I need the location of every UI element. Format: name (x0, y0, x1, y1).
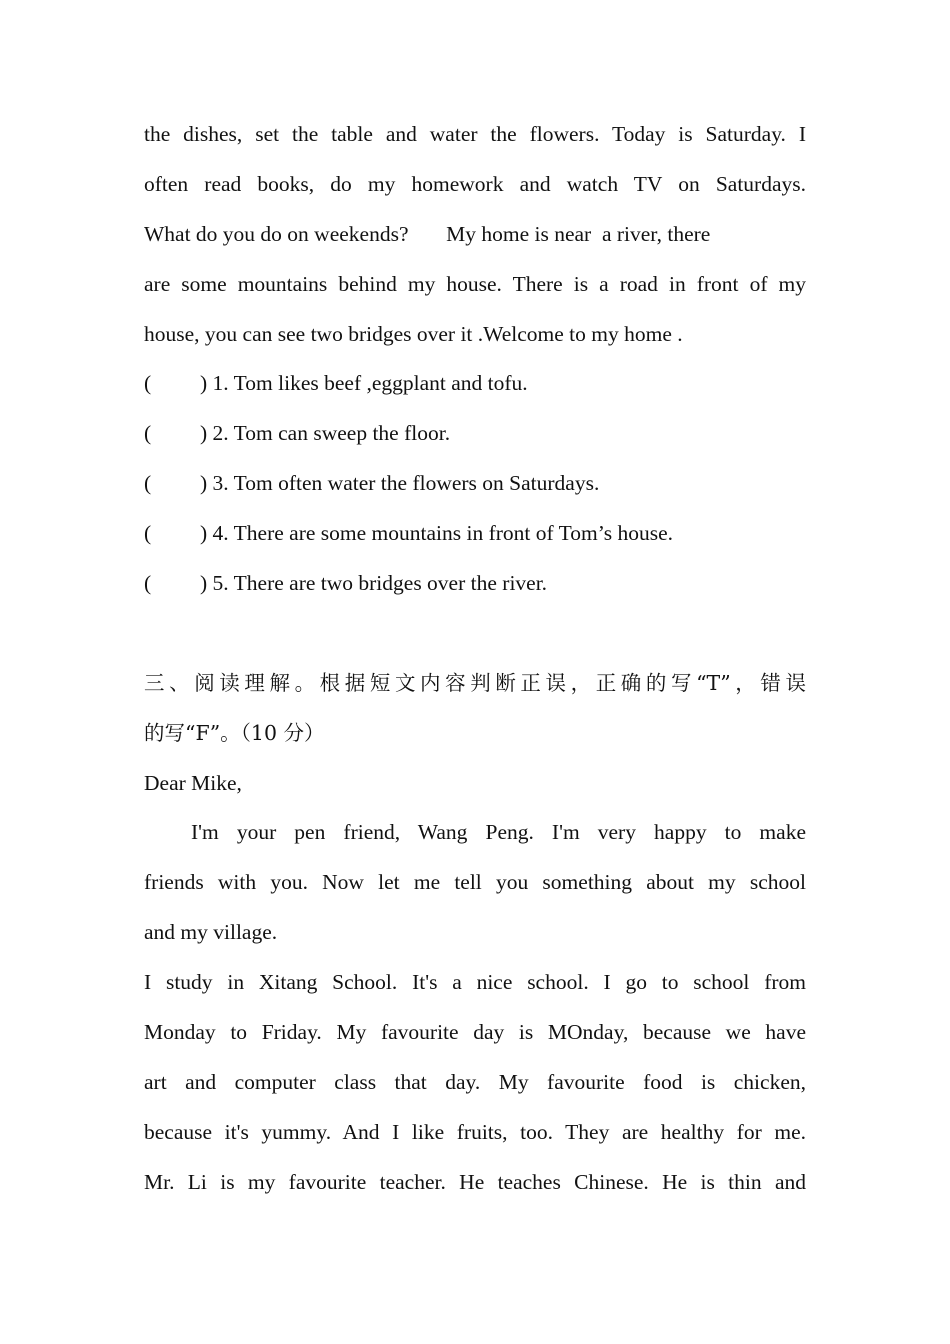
letter-line: Monday to Friday. My favourite day is MOnday, because we have (144, 1020, 806, 1045)
question-text: ) 2. Tom can sweep the floor. (200, 421, 451, 446)
letter-line: I'm your pen friend, Wang Peng. I'm very happy to make (191, 820, 806, 845)
question-1 (144, 359, 806, 409)
letter-line: and my village. (144, 920, 278, 945)
answer-blank: ( (144, 421, 152, 446)
passage-line: house, you can see two bridges over it .Welcome to my home . (144, 321, 683, 346)
passage-line: often read books, do my homework and watch TV on Saturdays. (144, 171, 806, 196)
letter-salutation: Dear Mike, (144, 770, 242, 795)
question-2 (144, 409, 806, 459)
letter-line: friends with you. Now let me tell you something about my school (144, 870, 806, 895)
section-gap (144, 609, 806, 659)
letter-line: Mr. Li is my favourite teacher. He teaches Chinese. He is thin and (144, 1169, 806, 1194)
letter-line: because it's yummy. And I like fruits, too. They are healthy for me. (144, 1119, 806, 1144)
question-text: ) 1. Tom likes beef ,eggplant and tofu. (200, 371, 528, 396)
question-text: ) 4. There are some mountains in front of Tom’s house. (200, 521, 673, 546)
answer-blank: ( (144, 571, 152, 596)
answer-blank: ( (144, 521, 152, 546)
document-page (144, 110, 806, 1208)
section-heading: 三、阅读理解。根据短文内容判断正误，正确的写“T”，错误 (144, 670, 806, 695)
question-5 (144, 559, 806, 609)
section-heading-cont: 的写“F”。（10 分） (144, 720, 325, 745)
answer-blank: ( (144, 371, 152, 396)
answer-blank: ( (144, 471, 152, 496)
passage-line: are some mountains behind my house. There is a road in front of my (144, 271, 806, 296)
question-3 (144, 459, 806, 509)
question-text: ) 3. Tom often water the flowers on Saturdays. (200, 471, 600, 496)
passage-line: the dishes, set the table and water the flowers. Today is Saturday. I (144, 122, 806, 146)
letter-line: I study in Xitang School. It's a nice school. I go to school from (144, 970, 806, 995)
question-4 (144, 509, 806, 559)
letter-line: art and computer class that day. My favourite food is chicken, (144, 1069, 806, 1094)
passage-line: What do you do on weekends? My home is near a river, there (144, 221, 711, 246)
question-text: ) 5. There are two bridges over the river. (200, 571, 548, 596)
